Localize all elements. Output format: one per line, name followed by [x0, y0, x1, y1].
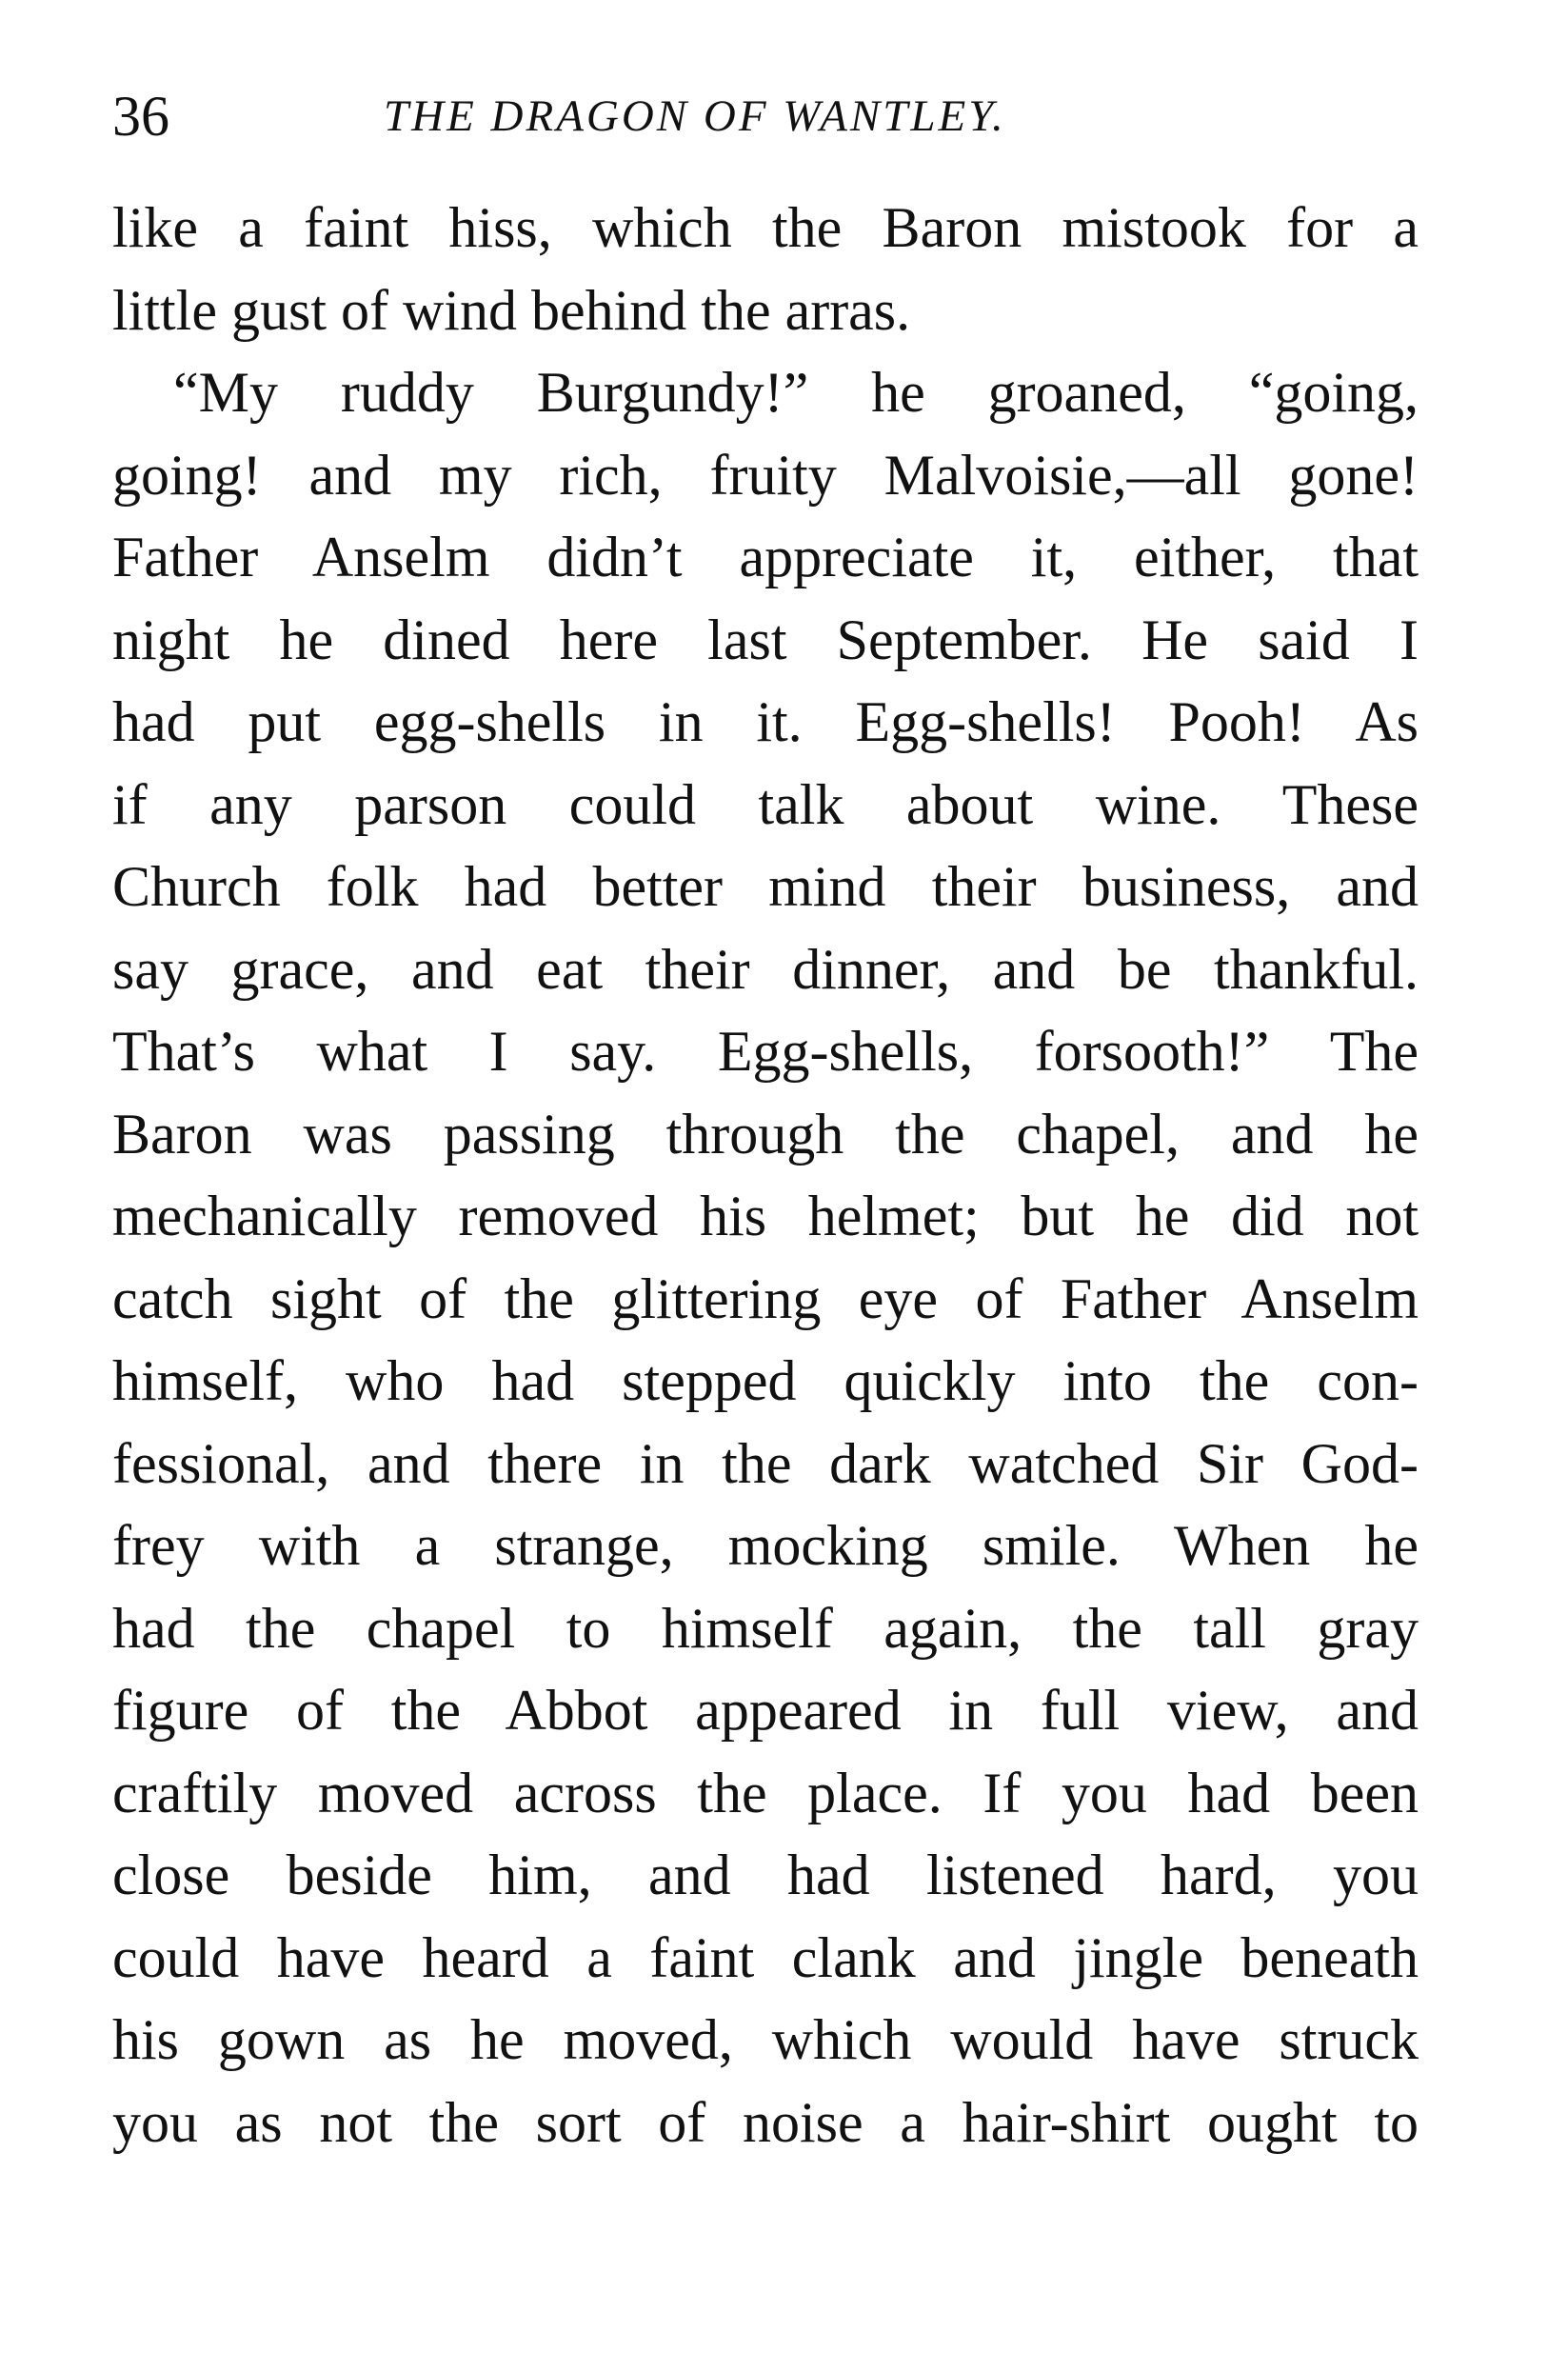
text-line: craftily moved across the place. If you had been [112, 1761, 1419, 1824]
text-line: had the chapel to himself again, the tall gray [112, 1596, 1419, 1660]
text-line: had put egg-shells in it. Egg-shells! Pooh! As [112, 690, 1419, 753]
text-line: like a faint hiss, which the Baron mistook for a [112, 196, 1419, 259]
text-line: himself, who had stepped quickly into the con- [112, 1349, 1419, 1412]
text-line: fessional, and there in the dark watched Sir God- [112, 1431, 1419, 1495]
text-line: could have heard a faint clank and jingle beneath [112, 1925, 1419, 1989]
body-text [112, 187, 1419, 2163]
text-line: figure of the Abbot appeared in full view, and [112, 1679, 1419, 1742]
text-line: Church folk had better mind their business, and [112, 855, 1419, 918]
page-header [112, 78, 1426, 154]
text-line: you as not the sort of noise a hair-shirt ought to [112, 2090, 1419, 2154]
text-line: say grace, and eat their dinner, and be thankful. [112, 937, 1419, 1001]
text-line: his gown as he moved, which would have struck [112, 2008, 1419, 2071]
text-line: Baron was passing through the chapel, and he [112, 1102, 1419, 1166]
text-line: mechanically removed his helmet; but he did not [112, 1185, 1419, 1247]
page-number: 36 [112, 85, 169, 148]
text-line: going! and my rich, fruity Malvoisie,—all gone! [112, 443, 1419, 507]
running-title: THE DRAGON OF WANTLEY. [384, 91, 1006, 141]
text-line: That’s what I say. Egg-shells, forsooth!” The [112, 1020, 1419, 1083]
text-line: Father Anselm didn’t appreciate it, either, that [112, 526, 1419, 588]
text-line: frey with a strange, mocking smile. When he [112, 1514, 1419, 1577]
text-line: close beside him, and had listened hard, you [112, 1844, 1419, 1906]
text-line: “My ruddy Burgundy!” he groaned, “going, [173, 361, 1419, 424]
text-line: if any parson could talk about wine. These [112, 772, 1419, 836]
text-line: night he dined here last September. He said I [112, 608, 1419, 671]
text-line: catch sight of the glittering eye of Father Anselm [112, 1266, 1419, 1330]
text-line: little gust of wind behind the arras. [112, 278, 911, 342]
